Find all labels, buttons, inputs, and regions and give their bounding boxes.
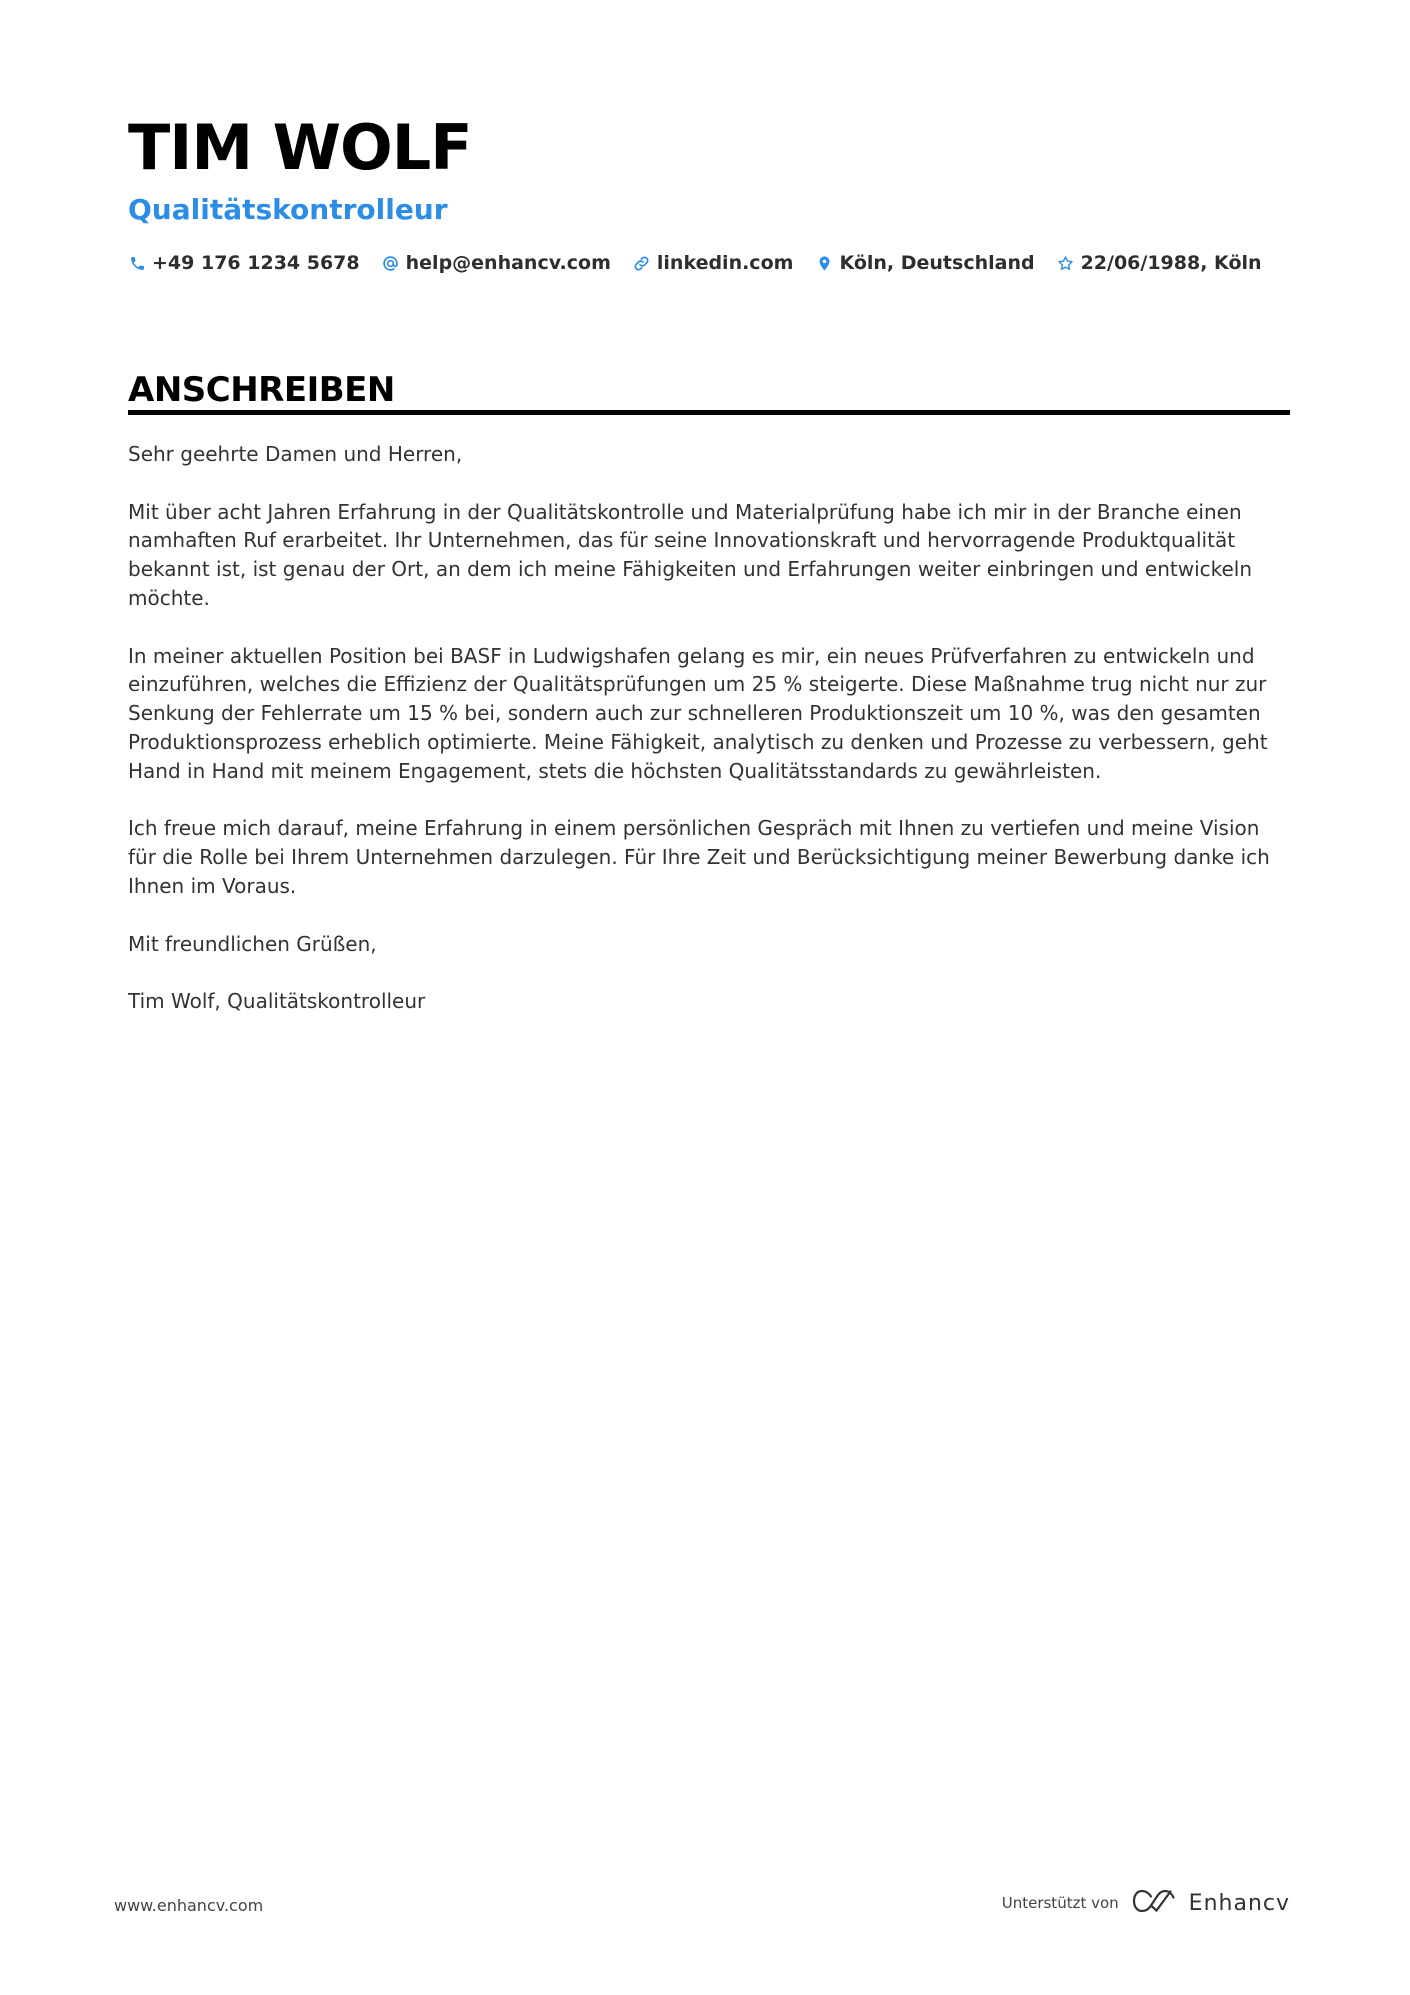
enhancv-logo-text: Enhancv <box>1188 1890 1290 1916</box>
letter-paragraph: In meiner aktuellen Position bei BASF in Ludwigshafen gelang es mir, ein neues Prüfverfahren zu entwickeln und einzuführen, welches die Effizienz der Qualitätsprüfungen um 25 % steigerte. Diese Maßnahme trug nicht nur zur Senkung der Fehlerrate um 15 % bei, sondern auch zur schnelleren Produktionszeit um 10 %, was den gesamten Produktionsprozess erheblich optimierte. Meine Fähigkeit, analytisch zu denken und Prozesse zu verbessern, geht Hand in Hand mit meinem Engagement, stets die höchsten Qualitätsstandards zu gewährleisten. <box>128 643 1268 783</box>
link-icon <box>633 254 651 272</box>
contact-email-text[interactable]: help@enhancv.com <box>405 252 611 274</box>
letter-closing: Mit freundlichen Grüßen, <box>128 931 377 956</box>
phone-icon <box>128 254 146 272</box>
letter-paragraph: Mit über acht Jahren Erfahrung in der Qualitätskontrolle und Materialprüfung habe ich mir in der Branche einen namhaften Ruf erarbeitet. Ihr Unternehmen, das für seine Innovationskraft und hervorragende Produktqualität bekannt ist, ist genau der Ort, an dem ich meine Fähigkeiten und Erfahrungen weiter einbringen und entwickeln möchte. <box>128 499 1253 610</box>
contact-birthdate <box>1057 252 1262 274</box>
powered-by-text: Unterstützt von <box>1001 1894 1119 1912</box>
letter-paragraph: Ich freue mich darauf, meine Erfahrung in einem persönlichen Gespräch mit Ihnen zu vertiefen und meine Vision für die Rolle bei Ihrem Unternehmen darzulegen. Für Ihre Zeit und Berücksichtigung meiner Bewerbung danke ich Ihnen im Voraus. <box>128 816 1270 898</box>
letter-salutation: Sehr geehrte Damen und Herren, <box>128 442 463 466</box>
location-pin-icon <box>815 254 833 272</box>
at-icon <box>382 254 400 272</box>
contact-linkedin-text[interactable]: linkedin.com <box>656 252 794 274</box>
enhancv-logo-icon <box>1131 1888 1189 1918</box>
contact-email[interactable] <box>382 252 611 274</box>
footer-website-link[interactable]: www.enhancv.com <box>114 1896 264 1915</box>
contact-location <box>815 252 1034 274</box>
star-icon <box>1057 254 1075 272</box>
section-title-anschreiben: ANSCHREIBEN <box>128 370 395 410</box>
contact-bar <box>128 252 1284 274</box>
contact-linkedin[interactable] <box>633 252 794 274</box>
letter-signature: Tim Wolf, Qualitätskontrolleur <box>128 989 426 1014</box>
footer-branding <box>1002 1888 1290 1918</box>
job-title: Qualitätskontrolleur <box>128 193 448 226</box>
contact-birthdate-text: 22/06/1988, Köln <box>1080 252 1262 274</box>
applicant-name: TIM WOLF <box>128 111 472 184</box>
contact-location-text: Köln, Deutschland <box>839 252 1035 274</box>
contact-phone <box>128 252 360 274</box>
letter-body <box>128 440 1288 1045</box>
section-divider <box>128 410 1290 415</box>
contact-phone-text: +49 176 1234 5678 <box>152 252 360 274</box>
